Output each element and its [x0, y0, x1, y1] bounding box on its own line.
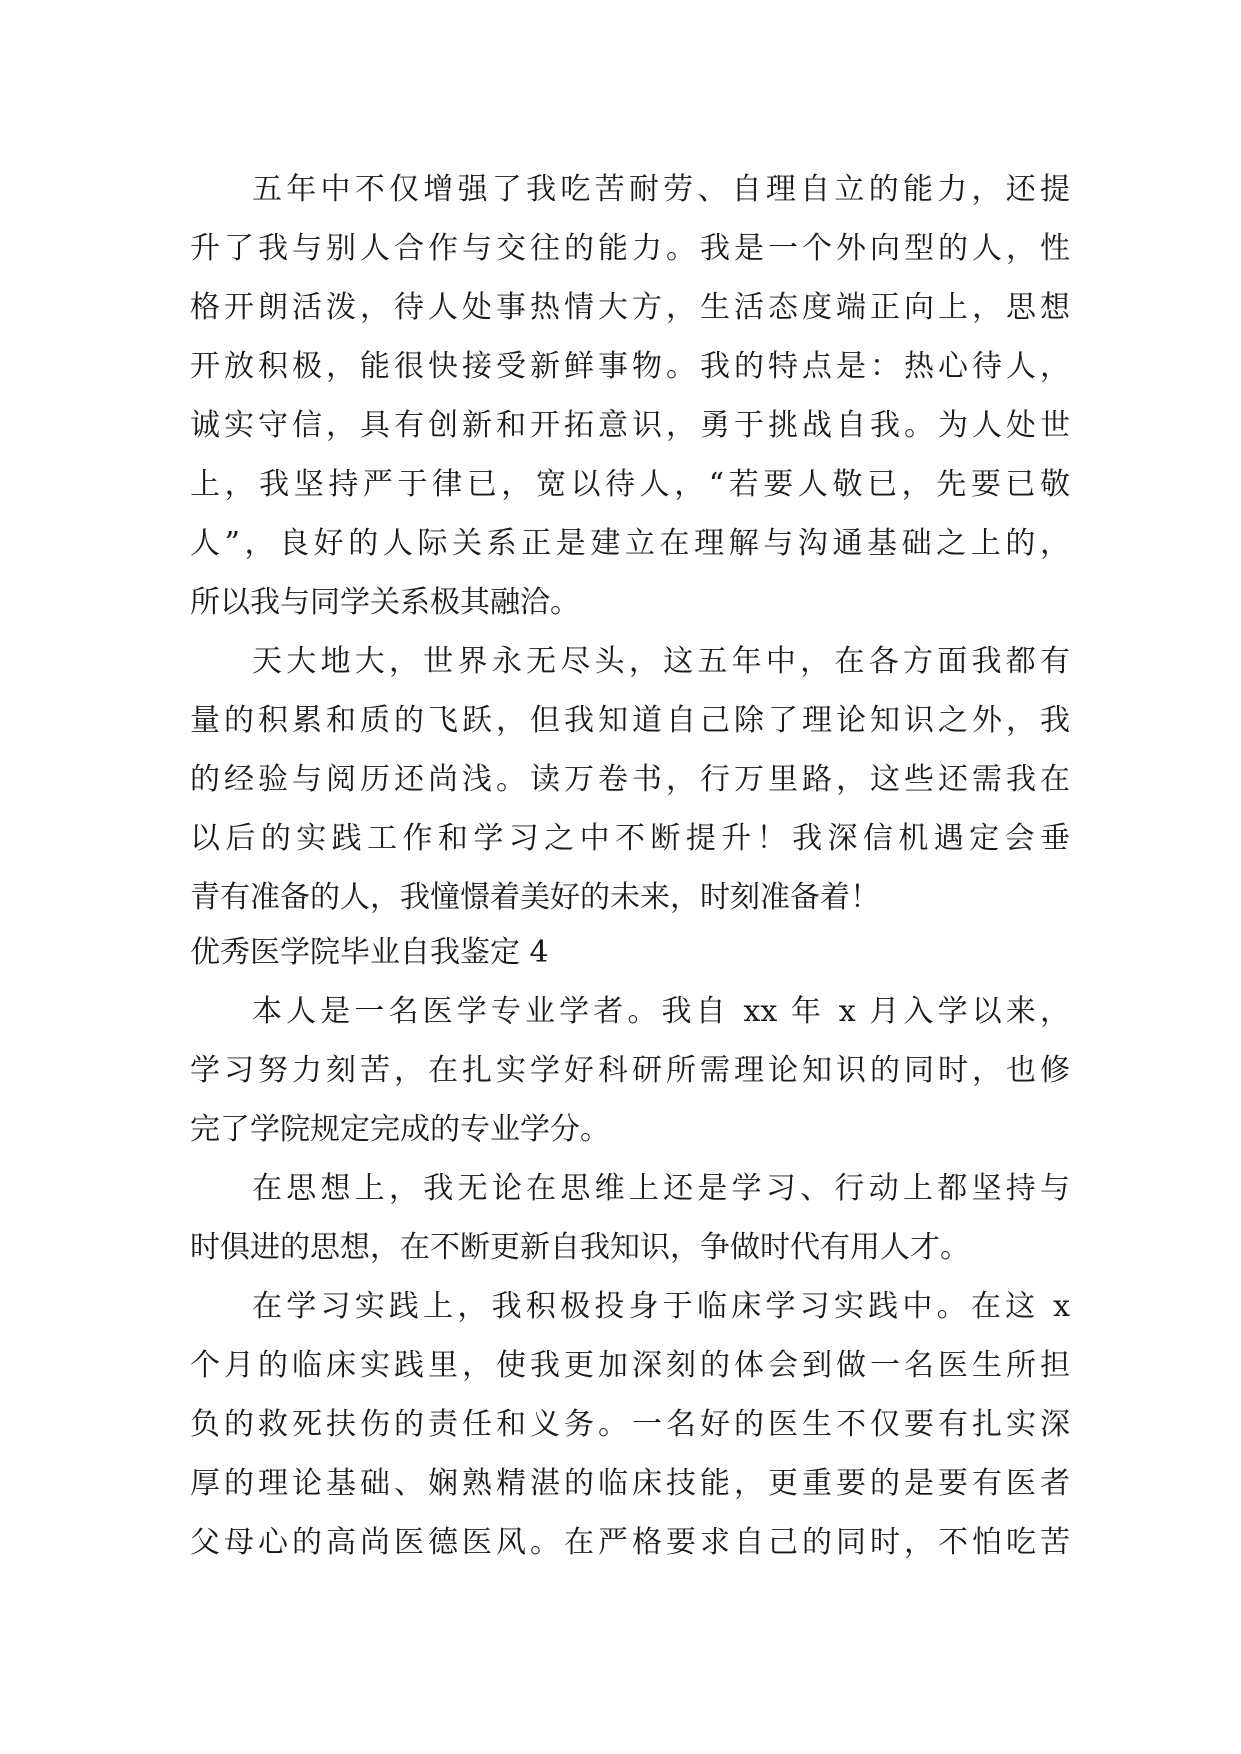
section-heading: 优秀医学院毕业自我鉴定 4	[190, 935, 549, 970]
paragraph-line: 所以我与同学关系极其融洽。	[190, 585, 580, 620]
paragraph-line: 五年中不仅增强了我吃苦耐劳、自理自立的能力，还提	[252, 172, 1070, 207]
paragraph-line: 学习努力刻苦，在扎实学好科研所需理论知识的同时，也修	[190, 1053, 1070, 1088]
paragraph-line: 人”，良好的人际关系正是建立在理解与沟通基础之上的，	[190, 526, 1070, 561]
paragraph-line: 天大地大，世界永无尽头，这五年中，在各方面我都有	[252, 644, 1070, 679]
paragraph-line: 以后的实践工作和学习之中不断提升！我深信机遇定会垂	[190, 821, 1070, 856]
paragraph-line: 上，我坚持严于律已，宽以待人，“若要人敬已，先要已敬	[190, 467, 1070, 502]
paragraph-line: 格开朗活泼，待人处事热情大方，生活态度端正向上，思想	[190, 290, 1070, 325]
paragraph-line: 诚实守信，具有创新和开拓意识，勇于挑战自我。为人处世	[190, 408, 1070, 443]
paragraph-line: 的经验与阅历还尚浅。读万卷书，行万里路，这些还需我在	[190, 762, 1070, 797]
paragraph-line: 青有准备的人，我憧憬着美好的未来，时刻准备着！	[190, 880, 880, 915]
paragraph-line: 父母心的高尚医德医风。在严格要求自己的同时，不怕吃苦	[190, 1525, 1070, 1560]
paragraph-line: 个月的临床实践里，使我更加深刻的体会到做一名医生所担	[190, 1348, 1070, 1383]
paragraph-line: 厚的理论基础、娴熟精湛的临床技能，更重要的是要有医者	[190, 1466, 1070, 1501]
paragraph-line: 本人是一名医学专业学者。我自 xx 年 x 月入学以来，	[252, 994, 1070, 1029]
paragraph-line: 量的积累和质的飞跃，但我知道自己除了理论知识之外，我	[190, 703, 1070, 738]
paragraph-line: 负的救死扶伤的责任和义务。一名好的医生不仅要有扎实深	[190, 1407, 1070, 1442]
paragraph-line: 开放积极，能很快接受新鲜事物。我的特点是：热心待人，	[190, 349, 1070, 384]
paragraph-line: 在学习实践上，我积极投身于临床学习实践中。在这 x	[252, 1289, 1070, 1324]
paragraph-line: 完了学院规定完成的专业学分。	[190, 1112, 610, 1147]
paragraph-line: 升了我与别人合作与交往的能力。我是一个外向型的人，性	[190, 231, 1070, 266]
paragraph-line: 时俱进的思想，在不断更新自我知识，争做时代有用人才。	[190, 1230, 970, 1265]
paragraph-line: 在思想上，我无论在思维上还是学习、行动上都坚持与	[252, 1171, 1070, 1206]
